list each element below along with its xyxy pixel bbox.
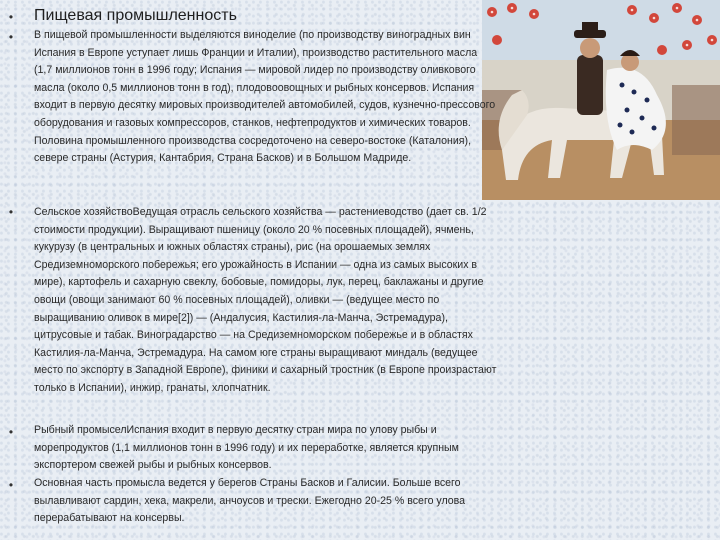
bullet-marker: • bbox=[8, 10, 14, 24]
bullet-marker: • bbox=[8, 478, 14, 492]
bullet-marker: • bbox=[8, 425, 14, 439]
paragraph-agriculture: Сельское хозяйствоВедущая отрасль сельского хозяйства — растениеводство (дает св. 1/2 стоимости продукции). Выращивают пшеницу (около 20 % посевных площадей), ячмень, кукурузу (в центральных и южных областях страны), рис (на орошаемых землях Средиземноморского побережья; его урожайность в Испании — одна из самых высоких в мире), картофель и сахарную свеклу, бобовые, помидоры, лук, перец, баклажаны и другие овощи (овощи занимают 60 % посевных площадей), оливки — (ведущее место по выращиванию оливок в мире[2]) — (Андалусия, Кастилия-ла-Манча, Эстремадура), цитрусовые и табак. Виноградарство — на Средиземноморском побережье и в областях Кастилия-ла-Манча, Эстремадура. На самом юге страны выращивают миндаль (ведущее место по экспорту в Западной Европе), финики и сахарный тростник (в Европе произрастают только в Испании), инжир, гранаты, хлопчатник. bbox=[34, 206, 497, 394]
paragraph-catch: Основная часть промысла ведется у берегов Страны Басков и Галисии. Больше всего вылавливают сардин, хека, макрели, анчоусов и трески. Ежегодно 20-25 % всего улова перерабатывают на консервы. bbox=[34, 477, 466, 525]
paragraph-fishing: Рыбный промыселИспания входит в первую десятку стран мира по улову рыбы и морепродуктов (1,1 миллионов тонн в 1996 году) и их переработке, является крупным экспортером свежей рыбы и рыбных консервов. bbox=[34, 424, 459, 472]
slide-title: Пищевая промышленность bbox=[34, 7, 237, 24]
paragraph-industry: В пищевой промышленности выделяются виноделие (по производству виноградных вин Испания в Европе уступает лишь Франции и Италии), производство растительного масла (1,7 миллионов тонн в 1996 году; Испания — мировой лидер по производству оливкового масла (около 0,5 миллионов тонн в год), плодовоовощных и рыбных консервов. Испания входит в первую десятку мировых производителей автомобилей, судов, кузнечно-прессового оборудования и газовых компрессоров, станков, нефтепродуктов и химических товаров. Половина промышленного производства сосредоточено на северо-востоке (Каталония), севере страны (Астурия, Кантабрия, Страна Басков) и в Большом Мадриде. bbox=[34, 29, 496, 165]
bullet-marker: • bbox=[8, 30, 14, 44]
photo-illustration bbox=[482, 0, 720, 200]
bullet-marker: • bbox=[8, 205, 14, 219]
horse-rider-photo bbox=[482, 0, 720, 200]
